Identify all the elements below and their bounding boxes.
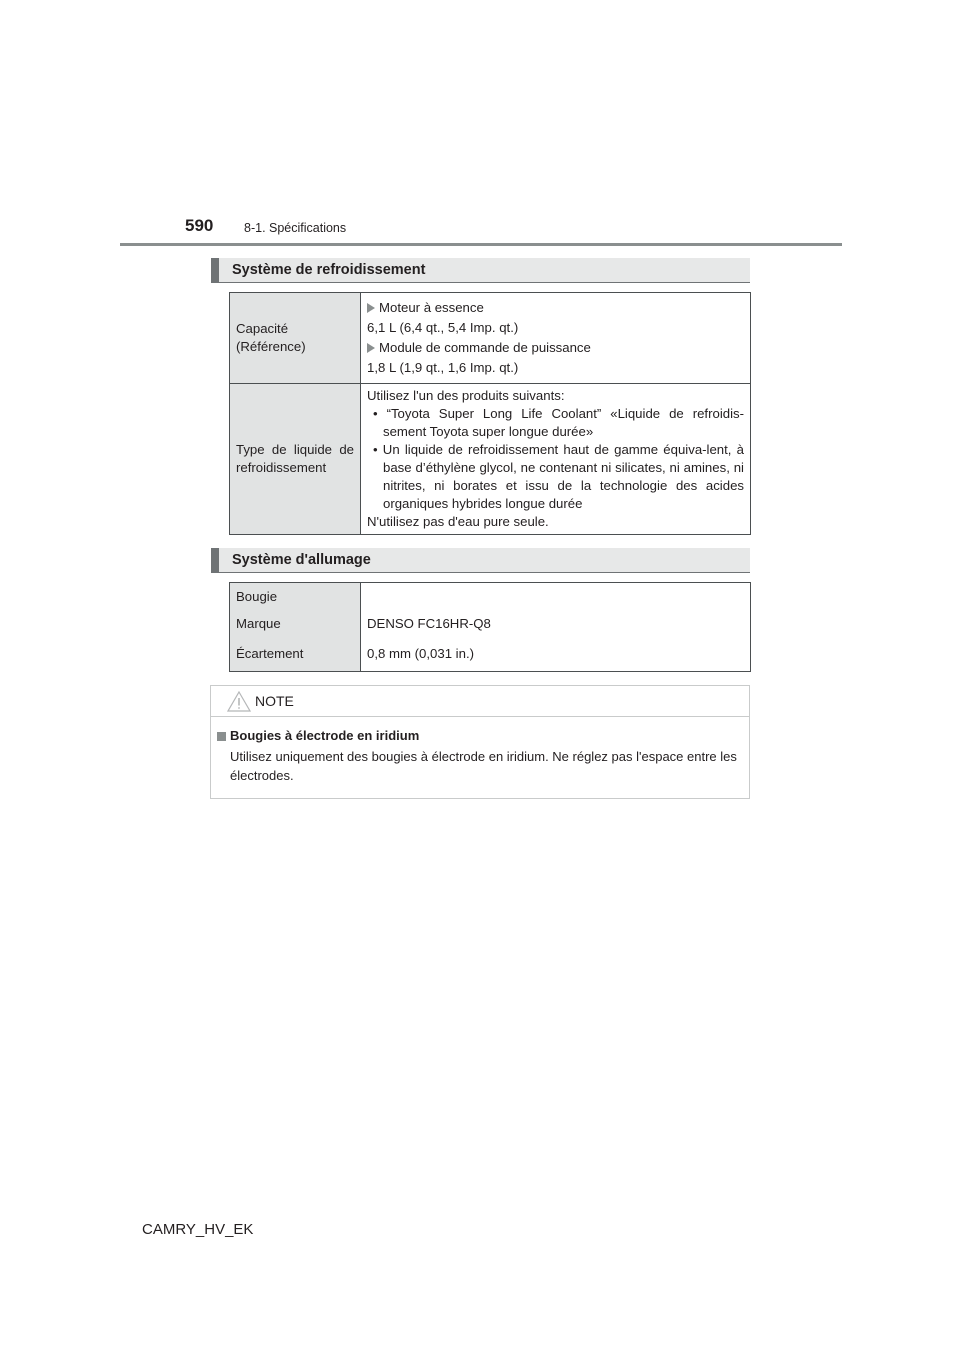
header-rule (120, 243, 842, 246)
cooling-spec-table (229, 292, 751, 535)
section-title: Système de refroidissement (232, 262, 426, 278)
coolant-label (230, 384, 361, 535)
page-number: 590 (185, 216, 214, 235)
section-title: Système d'allumage (232, 552, 371, 568)
table-row (230, 610, 751, 637)
pcu-heading: Module de commande de puissance (379, 340, 591, 355)
capacity-value (361, 293, 751, 384)
table-row (230, 384, 751, 535)
coolant-intro: Utilisez l'un des produits suivants: (367, 388, 565, 403)
warning-triangle-icon (227, 691, 251, 712)
coolant-option-1: • “Toyota Super Long Life Coolant” «Liquide de refroidis-sement Toyota super longue durée» (373, 406, 744, 439)
spark-plug-label: Bougie (230, 583, 361, 610)
coolant-label-text: Type de liquide de refroidissement (236, 442, 354, 475)
note-header (211, 686, 749, 717)
brand-label: Marque (230, 610, 361, 637)
coolant-warning: N'utilisez pas d'eau pure seule. (367, 514, 549, 529)
gap-label: Écartement (230, 637, 361, 672)
capacity-label-text: Capacité (Référence) (236, 321, 306, 354)
note-title: NOTE (255, 693, 294, 709)
table-row (230, 637, 751, 672)
ignition-spec-table (229, 582, 751, 672)
model-code: CAMRY_HV_EK (142, 1221, 254, 1238)
coolant-option-2: • Un liquide de refroidissement haut de gamme équiva-lent, à base d’éthylène glycol, ne contenant ni silicates, ni amines, ni nitrites, ni borates et issu de la technologie des acides organiques hybrides longue durée (373, 442, 744, 511)
pcu-capacity: 1,8 L (1,9 qt., 1,6 Imp. qt.) (367, 360, 519, 375)
note-box (210, 685, 750, 799)
section-header-ignition (211, 548, 750, 573)
capacity-label (230, 293, 361, 384)
section-header-cooling (211, 258, 750, 283)
triangle-right-icon (367, 343, 375, 353)
gap-value: 0,8 mm (0,031 in.) (361, 637, 751, 672)
coolant-value (361, 384, 751, 535)
engine-capacity: 6,1 L (6,4 qt., 5,4 Imp. qt.) (367, 320, 519, 335)
note-subtitle: Bougies à électrode en iridium (230, 728, 420, 743)
chapter-title: 8-1. Spécifications (244, 221, 347, 235)
table-row (230, 583, 751, 610)
triangle-right-icon (367, 303, 375, 313)
note-text: Utilisez uniquement des bougies à électrode en iridium. Ne réglez pas l'espace entre les électrodes. (230, 749, 737, 783)
table-row (230, 293, 751, 384)
brand-value: DENSO FC16HR-Q8 (361, 610, 751, 637)
engine-heading: Moteur à essence (379, 300, 484, 315)
square-bullet-icon (217, 732, 226, 741)
